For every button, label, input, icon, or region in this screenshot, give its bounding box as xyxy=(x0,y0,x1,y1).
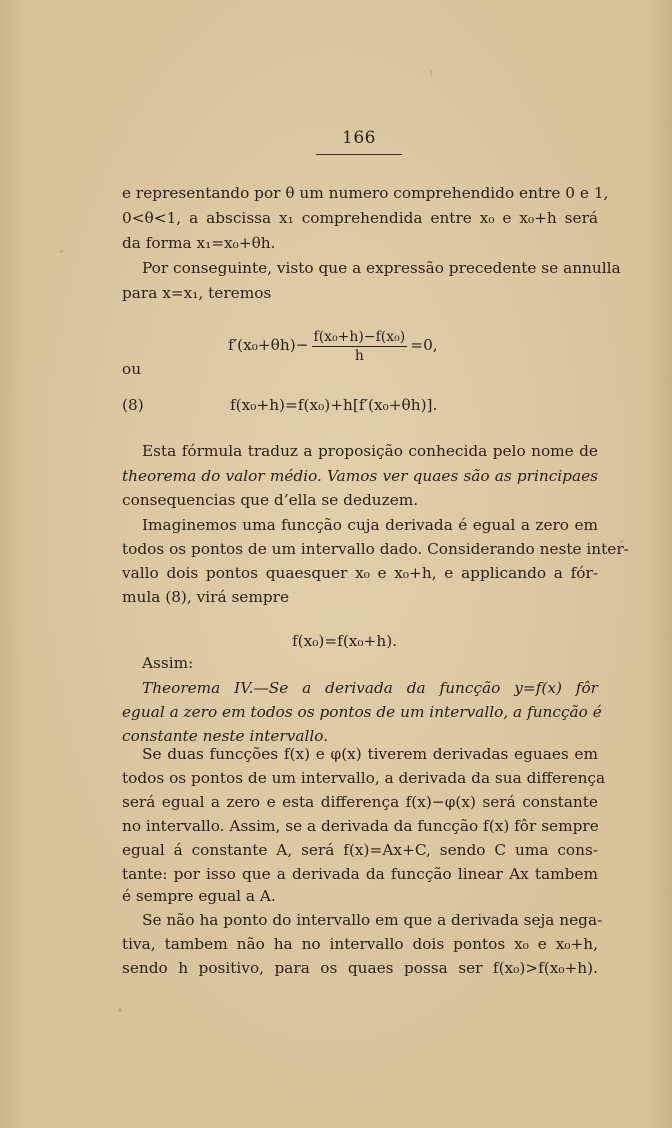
text-line: da forma x₁=x₀+θh. xyxy=(122,234,276,252)
equation-constant xyxy=(122,628,598,654)
paper-spot xyxy=(118,1008,122,1012)
paper-spot xyxy=(60,250,63,253)
paper-spot xyxy=(620,540,623,543)
text-line: todos os pontos de um intervallo dado. Considerando neste inter- xyxy=(122,540,629,558)
text-line: 0<θ<1, a abscissa x₁ comprehendida entre x₀ e x₀+h será xyxy=(122,209,598,227)
text-line: mula (8), virá sempre xyxy=(122,588,290,606)
text-line: sendo h positivo, para os quaes possa ser f(x₀)>f(x₀+h). xyxy=(122,959,598,977)
text-line: no intervallo. Assim, se a derivada da funcção f(x) fôr sempre xyxy=(122,817,599,835)
text-line: vallo dois pontos quaesquer x₀ e x₀+h, e applicando a fór- xyxy=(122,564,598,582)
text-ou: ou xyxy=(122,360,142,378)
theorem-line: egual a zero em todos os pontos de um intervallo, a funcção é xyxy=(122,703,602,721)
equation-body: f(x₀)=f(x₀+h). xyxy=(292,632,398,650)
equation-8 xyxy=(122,392,598,418)
equation-left: f′(x₀+θh)− xyxy=(228,336,309,354)
text-line: Por conseguinte, visto que a expressão precedente se annulla xyxy=(142,259,621,277)
text-line: consequencias que d’ella se deduzem. xyxy=(122,491,419,509)
equation-body: f(x₀+h)=f(x₀)+h[f′(x₀+θh)]. xyxy=(230,396,438,414)
theorem-line: constante neste intervallo. xyxy=(122,727,329,745)
text-line: Imaginemos uma funcção cuja derivada é egual a zero em xyxy=(142,516,598,534)
text-line: todos os pontos de um intervallo, a derivada da sua differença xyxy=(122,769,606,787)
text-line: Assim: xyxy=(142,654,194,672)
text-line: Se não ha ponto do intervallo em que a derivada seja nega- xyxy=(142,911,603,929)
text-line: será egual a zero e esta differença f(x)−φ(x) será constante xyxy=(122,793,598,811)
text-line: e representando por θ um numero comprehendido entre 0 e 1, xyxy=(122,184,609,202)
text-line: egual á constante A, será f(x)=Ax+C, sendo C uma cons- xyxy=(122,841,598,859)
text-line: tiva, tambem não ha no intervallo dois pontos x₀ e x₀+h, xyxy=(122,935,598,953)
text-line: Se duas funcções f(x) e φ(x) tiverem derivadas eguaes em xyxy=(142,745,598,763)
equation-label: (8) xyxy=(122,396,144,414)
text-line: theorema do valor médio. Vamos ver quaes são as principaes xyxy=(122,467,598,485)
theorem-line: Theorema IV.—Se a derivada da funcção y=f(x) fôr xyxy=(142,679,598,697)
fraction-denominator: h xyxy=(354,347,364,364)
text-line: é sempre egual a A. xyxy=(122,887,276,905)
equation-right: =0, xyxy=(410,336,438,354)
paper-spot xyxy=(430,70,432,76)
text-line: tante: por isso que a derivada da funcção linear Ax tambem xyxy=(122,865,598,883)
text-line: Esta fórmula traduz a proposição conhecida pelo nome de xyxy=(142,442,598,460)
fraction-numerator: f(x₀+h)−f(x₀) xyxy=(313,328,406,345)
text-line: para x=x₁, teremos xyxy=(122,284,272,302)
page-number: 166 xyxy=(316,128,402,155)
